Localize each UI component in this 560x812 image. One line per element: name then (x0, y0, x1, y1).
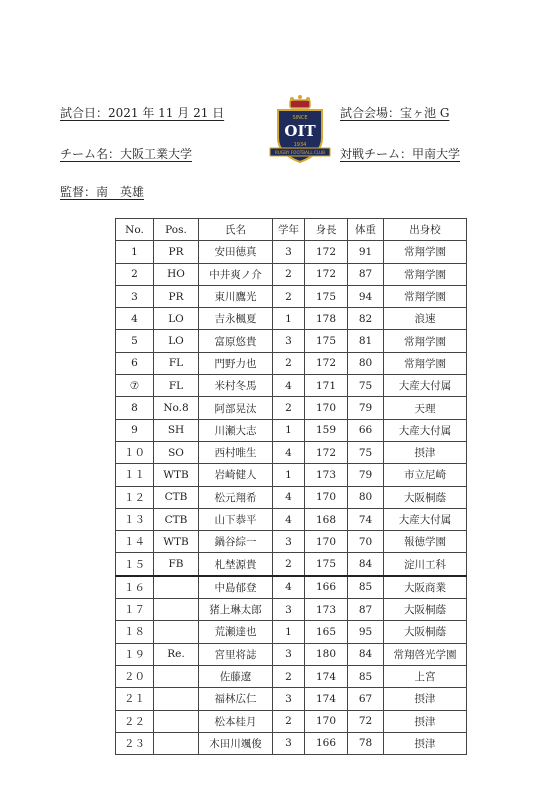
cell-position: LO (154, 308, 199, 330)
cell-weight: 78 (348, 732, 384, 754)
cell-school: 上宮 (384, 665, 467, 687)
cell-school: 大阪桐蔭 (384, 486, 467, 508)
crown-icon (290, 95, 310, 108)
cell-height: 170 (305, 486, 348, 508)
cell-weight: 95 (348, 621, 384, 643)
cell-name: 中井爽ノ介 (199, 263, 273, 285)
cell-weight: 81 (348, 330, 384, 352)
coach-name: 監督：南 英雄 (60, 185, 145, 199)
cell-position: WTB (154, 464, 199, 486)
table-row (116, 599, 467, 621)
cell-height: 175 (305, 553, 348, 576)
cell-grade: 1 (273, 621, 305, 643)
table-row (116, 441, 467, 463)
cell-name: 荒瀬達也 (199, 621, 273, 643)
cell-grade: 4 (273, 486, 305, 508)
cell-name: 山下恭平 (199, 508, 273, 530)
crest-since: SINCE (292, 115, 308, 121)
cell-no: 4 (116, 308, 154, 330)
cell-height: 166 (305, 576, 348, 599)
table-row (116, 643, 467, 665)
column-header-grade: 学年 (273, 219, 305, 241)
table-row (116, 397, 467, 419)
cell-height: 174 (305, 688, 348, 710)
match-venue: 試合会場：宝ヶ池 G (340, 106, 450, 120)
table-row (116, 375, 467, 397)
cell-height: 180 (305, 643, 348, 665)
cell-school: 常翔学園 (384, 241, 467, 263)
column-header-height: 身長 (305, 219, 348, 241)
cell-height: 165 (305, 621, 348, 643)
cell-name: 吉永楓夏 (199, 308, 273, 330)
cell-school: 報徳学園 (384, 531, 467, 553)
cell-school: 大産大付属 (384, 419, 467, 441)
cell-weight: 80 (348, 486, 384, 508)
cell-grade: 1 (273, 419, 305, 441)
table-row (116, 486, 467, 508)
cell-grade: 2 (273, 397, 305, 419)
cell-name: 松本桂月 (199, 710, 273, 732)
cell-grade: 4 (273, 441, 305, 463)
cell-position (154, 665, 199, 687)
cell-name: 猪上琳太郎 (199, 599, 273, 621)
cell-school: 大阪桐蔭 (384, 621, 467, 643)
cell-weight: 67 (348, 688, 384, 710)
cell-school: 大産大付属 (384, 375, 467, 397)
cell-no: 2 (116, 263, 154, 285)
cell-grade: 1 (273, 464, 305, 486)
cell-weight: 75 (348, 441, 384, 463)
table-row (116, 285, 467, 307)
table-row (116, 553, 467, 576)
cell-school: 摂津 (384, 710, 467, 732)
cell-school: 市立尼崎 (384, 464, 467, 486)
cell-position (154, 576, 199, 599)
cell-school: 大産大付属 (384, 508, 467, 530)
cell-weight: 66 (348, 419, 384, 441)
cell-position: PR (154, 241, 199, 263)
table-row (116, 352, 467, 374)
cell-weight: 85 (348, 576, 384, 599)
table-row (116, 508, 467, 530)
table-row (116, 419, 467, 441)
cell-height: 172 (305, 241, 348, 263)
cell-grade: 4 (273, 508, 305, 530)
cell-grade: 1 (273, 308, 305, 330)
cell-no: ２２ (116, 710, 154, 732)
cell-weight: 74 (348, 508, 384, 530)
cell-position: CTB (154, 508, 199, 530)
cell-weight: 84 (348, 643, 384, 665)
table-row (116, 710, 467, 732)
cell-grade: 4 (273, 576, 305, 599)
cell-name: 木田川颯俊 (199, 732, 273, 754)
cell-height: 170 (305, 710, 348, 732)
cell-name: 西村唯生 (199, 441, 273, 463)
cell-no: 1 (116, 241, 154, 263)
column-header-school: 出身校 (384, 219, 467, 241)
cell-grade: 3 (273, 643, 305, 665)
cell-name: 札埜源貴 (199, 553, 273, 576)
cell-no: １０ (116, 441, 154, 463)
cell-weight: 85 (348, 665, 384, 687)
cell-position: SH (154, 419, 199, 441)
roster-header-row (116, 219, 467, 241)
cell-no: １８ (116, 621, 154, 643)
cell-weight: 84 (348, 553, 384, 576)
crest-ribbon-text: RUGBY FOOTBALL CLUB (274, 150, 326, 155)
cell-no: 8 (116, 397, 154, 419)
opponent-team: 対戦チーム：甲南大学 (340, 147, 461, 161)
cell-grade: 2 (273, 263, 305, 285)
cell-weight: 87 (348, 599, 384, 621)
cell-grade: 2 (273, 352, 305, 374)
cell-position (154, 732, 199, 754)
cell-name: 東川鷹光 (199, 285, 273, 307)
cell-position: SO (154, 441, 199, 463)
cell-position (154, 710, 199, 732)
cell-height: 171 (305, 375, 348, 397)
cell-weight: 75 (348, 375, 384, 397)
table-row (116, 464, 467, 486)
table-row (116, 732, 467, 754)
cell-grade: 4 (273, 375, 305, 397)
cell-grade: 2 (273, 665, 305, 687)
cell-school: 摂津 (384, 688, 467, 710)
cell-no: １６ (116, 576, 154, 599)
cell-school: 常翔学園 (384, 263, 467, 285)
cell-position: LO (154, 330, 199, 352)
cell-school: 浪速 (384, 308, 467, 330)
table-row (116, 263, 467, 285)
cell-position: PR (154, 285, 199, 307)
cell-name: 福林広仁 (199, 688, 273, 710)
club-crest-logo (268, 94, 332, 168)
cell-school: 常翔学園 (384, 330, 467, 352)
cell-position: CTB (154, 486, 199, 508)
cell-grade: 3 (273, 241, 305, 263)
cell-name: 門野力也 (199, 352, 273, 374)
cell-name: 宮里将誌 (199, 643, 273, 665)
cell-height: 166 (305, 732, 348, 754)
cell-height: 172 (305, 263, 348, 285)
cell-height: 173 (305, 464, 348, 486)
cell-grade: 2 (273, 285, 305, 307)
cell-position: No.8 (154, 397, 199, 419)
cell-no: １９ (116, 643, 154, 665)
team-name: チーム名：大阪工業大学 (60, 147, 193, 161)
cell-height: 172 (305, 441, 348, 463)
cell-height: 168 (305, 508, 348, 530)
cell-grade: 2 (273, 553, 305, 576)
cell-height: 170 (305, 397, 348, 419)
table-row (116, 665, 467, 687)
table-row (116, 688, 467, 710)
cell-name: 鍋谷綜一 (199, 531, 273, 553)
cell-no: １１ (116, 464, 154, 486)
table-row (116, 621, 467, 643)
cell-weight: 94 (348, 285, 384, 307)
cell-position: WTB (154, 531, 199, 553)
table-row (116, 576, 467, 599)
column-header-weight: 体重 (348, 219, 384, 241)
cell-position (154, 621, 199, 643)
crest-year: 1934 (293, 142, 307, 148)
cell-school: 天理 (384, 397, 467, 419)
cell-no: １７ (116, 599, 154, 621)
cell-weight: 91 (348, 241, 384, 263)
cell-weight: 79 (348, 397, 384, 419)
cell-school: 大阪商業 (384, 576, 467, 599)
cell-school: 摂津 (384, 441, 467, 463)
cell-school: 淀川工科 (384, 553, 467, 576)
cell-no: 9 (116, 419, 154, 441)
cell-height: 159 (305, 419, 348, 441)
cell-position: FL (154, 352, 199, 374)
column-header-name: 氏名 (199, 219, 273, 241)
cell-position (154, 688, 199, 710)
column-header-no: No. (116, 219, 154, 241)
cell-name: 阿部晃汰 (199, 397, 273, 419)
cell-no: 6 (116, 352, 154, 374)
cell-no: 5 (116, 330, 154, 352)
cell-position: FB (154, 553, 199, 576)
cell-school: 常翔学園 (384, 352, 467, 374)
cell-grade: 3 (273, 688, 305, 710)
cell-name: 米村冬馬 (199, 375, 273, 397)
cell-name: 岩崎健人 (199, 464, 273, 486)
cell-no: ２３ (116, 732, 154, 754)
cell-position (154, 599, 199, 621)
table-row (116, 330, 467, 352)
cell-height: 175 (305, 330, 348, 352)
cell-name: 安田徳真 (199, 241, 273, 263)
cell-position: HO (154, 263, 199, 285)
cell-name: 川瀬大志 (199, 419, 273, 441)
cell-school: 常翔学園 (384, 285, 467, 307)
cell-grade: 3 (273, 330, 305, 352)
crest-letters: OIT (284, 122, 316, 140)
cell-height: 175 (305, 285, 348, 307)
cell-weight: 87 (348, 263, 384, 285)
cell-name: 松元翔希 (199, 486, 273, 508)
cell-grade: 3 (273, 531, 305, 553)
cell-no: ⑦ (116, 375, 154, 397)
cell-no: １２ (116, 486, 154, 508)
cell-height: 178 (305, 308, 348, 330)
cell-school: 摂津 (384, 732, 467, 754)
cell-school: 大阪桐蔭 (384, 599, 467, 621)
cell-weight: 79 (348, 464, 384, 486)
cell-weight: 70 (348, 531, 384, 553)
cell-grade: 3 (273, 732, 305, 754)
cell-grade: 3 (273, 599, 305, 621)
match-date: 試合日：2021 年 11 月 21 日 (60, 106, 225, 120)
cell-weight: 82 (348, 308, 384, 330)
cell-school: 常翔啓光学園 (384, 643, 467, 665)
cell-no: １４ (116, 531, 154, 553)
cell-position: Re. (154, 643, 199, 665)
table-row (116, 241, 467, 263)
cell-weight: 80 (348, 352, 384, 374)
column-header-position: Pos. (154, 219, 199, 241)
cell-no: １５ (116, 553, 154, 576)
cell-height: 174 (305, 665, 348, 687)
cell-weight: 72 (348, 710, 384, 732)
table-row (116, 531, 467, 553)
cell-no: ２１ (116, 688, 154, 710)
cell-name: 富原悠貴 (199, 330, 273, 352)
cell-height: 172 (305, 352, 348, 374)
cell-height: 173 (305, 599, 348, 621)
cell-position: FL (154, 375, 199, 397)
table-row (116, 308, 467, 330)
cell-name: 中島郁登 (199, 576, 273, 599)
roster-table (115, 218, 467, 755)
cell-name: 佐藤遼 (199, 665, 273, 687)
cell-grade: 2 (273, 710, 305, 732)
cell-no: ２０ (116, 665, 154, 687)
cell-no: 3 (116, 285, 154, 307)
cell-height: 170 (305, 531, 348, 553)
cell-no: １３ (116, 508, 154, 530)
